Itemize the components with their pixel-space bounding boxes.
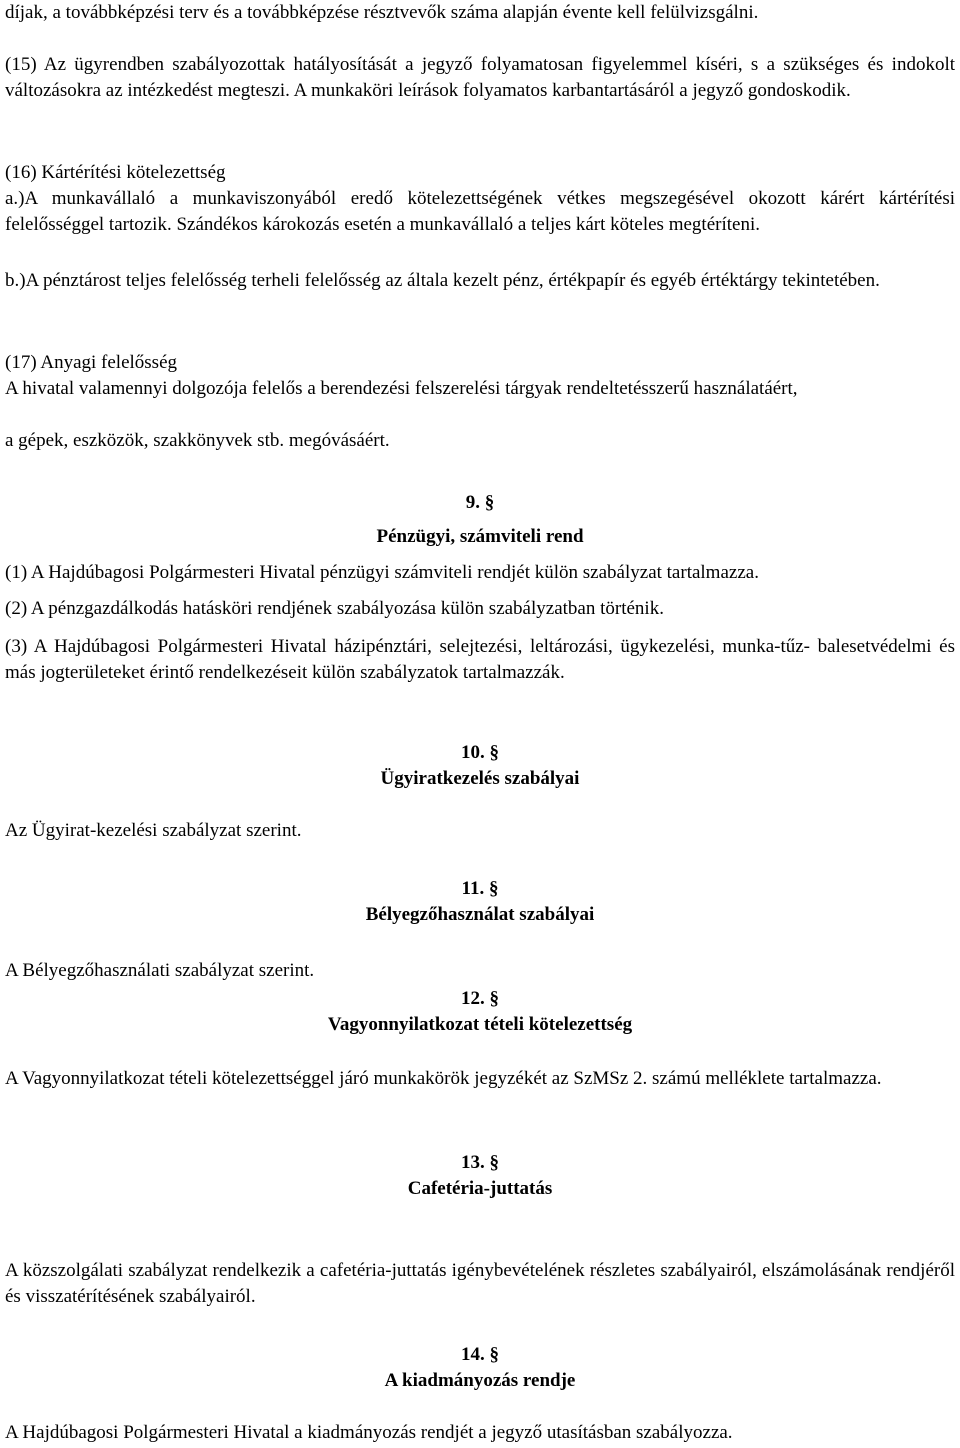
section-10-title: Ügyiratkezelés szabályai xyxy=(380,768,580,789)
section-9-p2: (2) A pénzgazdálkodás hatásköri rendjének szabályozása külön szabályzatban történik. xyxy=(5,598,664,619)
section-11-title: Bélyegzőhasználat szabályai xyxy=(365,904,595,925)
section-12-body: A Vagyonnyilatkozat tételi kötelezettséggel járó munkakörök jegyzékét az SzMSz 2. számú melléklete tartalmazza. xyxy=(5,1068,882,1089)
section-11-body: A Bélyegzőhasználati szabályzat szerint. xyxy=(5,960,315,981)
paragraph-16-a: a.)A munkavállaló a munkaviszonyából eredő kötelezettségének vétkes megszegésével okozott kárért kártérítési felelősséggel tartozik. Szándékos károkozás esetén a munkavállaló a teljes kárt köteles megtéríteni. xyxy=(5,188,955,235)
paragraph-17-tail: a gépek, eszközök, szakkönyvek stb. megóvásáért. xyxy=(5,430,390,451)
paragraph-16-title: (16) Kártérítési kötelezettség xyxy=(5,162,226,183)
section-14-title: A kiadmányozás rendje xyxy=(384,1370,576,1391)
paragraph-17-body: A hivatal valamennyi dolgozója felelős a berendezési felszerelési tárgyak rendeltetésszerű használatáért, xyxy=(5,378,798,399)
section-9-title: Pénzügyi, számviteli rend xyxy=(376,526,584,547)
paragraph-17-title: (17) Anyagi felelősség xyxy=(5,352,178,373)
section-9-p1: (1) A Hajdúbagosi Polgármesteri Hivatal pénzügyi számviteli rendjét külön szabályzat tartalmazza. xyxy=(5,562,759,583)
section-11-number: 11. § xyxy=(461,878,499,899)
section-12-title: Vagyonnyilatkozat tételi kötelezettség xyxy=(327,1014,633,1035)
section-9-p3: (3) A Hajdúbagosi Polgármesteri Hivatal házipénztári, selejtezési, leltározási, ügykezelési, munka-tűz- balesetvédelmi és más jogterületeket érintő rendelkezéseit külön szabályzatok tartalmazzák. xyxy=(5,636,955,683)
section-10-body: Az Ügyirat-kezelési szabályzat szerint. xyxy=(5,820,302,841)
section-13-body: A közszolgálati szabályzat rendelkezik a cafetéria-juttatás igénybevételének részletes szabályairól, elszámolásának rendjéről és visszatérítésének szabályairól. xyxy=(5,1260,955,1307)
section-14-number: 14. § xyxy=(461,1344,499,1365)
intro-line: díjak, a továbbképzési terv és a továbbképzése résztvevők száma alapján évente kell felülvizsgálni. xyxy=(5,2,759,23)
paragraph-15: (15) Az ügyrendben szabályozottak hatályosítását a jegyző folyamatosan figyelemmel kíséri, s a szükséges és indokolt változásokra az intézkedést megteszi. A munkaköri leírások folyamatos karbantartásáról a jegyző gondoskodik. xyxy=(5,54,955,101)
section-12-number: 12. § xyxy=(461,988,499,1009)
section-9-number: 9. § xyxy=(465,492,495,513)
paragraph-16-b: b.)A pénztárost teljes felelősség terheli felelősség az általa kezelt pénz, értékpapír és egyéb értéktárgy tekintetében. xyxy=(5,270,880,291)
section-10-number: 10. § xyxy=(461,742,499,763)
section-14-body: A Hajdúbagosi Polgármesteri Hivatal a kiadmányozás rendjét a jegyző utasításban szabályozza. xyxy=(5,1422,733,1443)
section-13-number: 13. § xyxy=(461,1152,499,1173)
section-13-title: Cafetéria-juttatás xyxy=(407,1178,553,1199)
